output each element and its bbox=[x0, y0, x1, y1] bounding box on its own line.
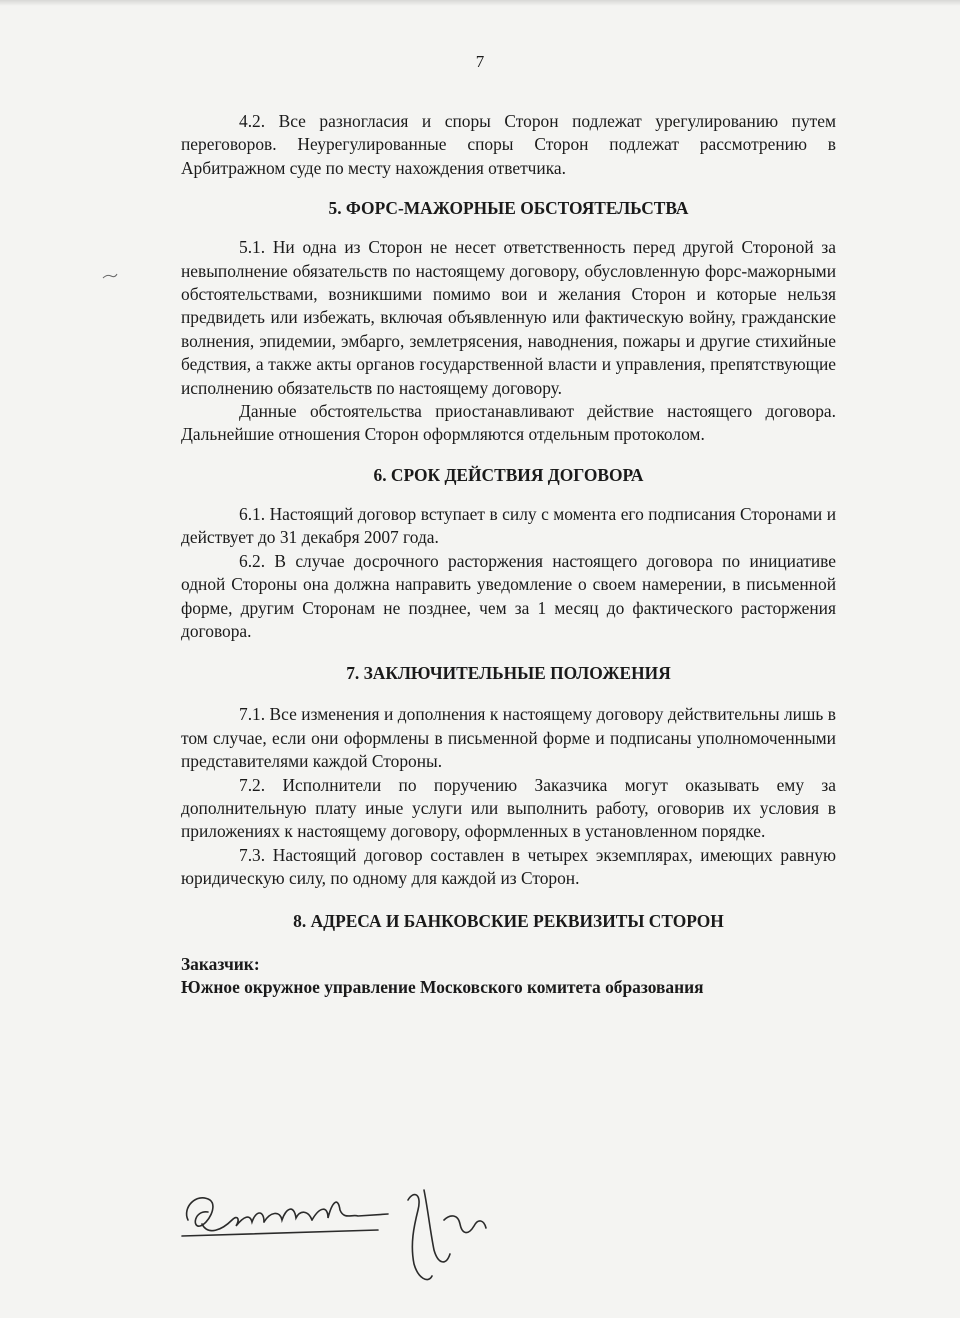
scan-top-edge bbox=[0, 0, 960, 6]
section-6-title: 6. СРОК ДЕЙСТВИЯ ДОГОВОРА bbox=[373, 464, 644, 485]
clause-6-1: 6.1. Настоящий договор вступает в силу с момента его подписания Сторонами и действует до 31 декабря 2007 года. bbox=[181, 503, 836, 548]
clause-5-2: Данные обстоятельства приостанавливают действие настоящего договора. Дальнейшие отношения Сторон оформляются отдельным протоколом. bbox=[181, 401, 836, 445]
clause-7-2: 7.2. Исполнители по поручению Заказчика могут оказывать ему за дополнительную плату иные услуги или выполнить работу, оговорив их условия в приложениях к настоящему договору, оформленных в установленном порядке. bbox=[181, 774, 836, 842]
stray-pen-mark bbox=[102, 272, 118, 280]
handwritten-signatures bbox=[178, 1180, 518, 1290]
clause-7-1: 7.1. Все изменения и дополнения к настоящему договору действительны лишь в том случае, если они оформлены в письменной форме и подписаны уполномоченными представителями каждой Стороны. bbox=[181, 704, 836, 772]
clause-7-3: 7.3. Настоящий договор составлен в четырех экземплярах, имеющих равную юридическую силу, по одному для каждой из Сторон. bbox=[181, 844, 836, 889]
document-body bbox=[181, 110, 836, 999]
clause-6-2: 6.2. В случае досрочного расторжения настоящего договора по инициативе одной Стороны она должна направить уведомление о своем намерении, в письменной форме, другим Сторонам не позднее, чем за 1 месяц до фактического расторжения договора. bbox=[181, 550, 836, 641]
clause-4-2: 4.2. Все разногласия и споры Сторон подлежат урегулированию путем переговоров. Неурегулированные споры Сторон подлежат рассмотрению в Арбитражном суде по месту нахождения ответчика. bbox=[181, 111, 836, 178]
page-number: 7 bbox=[475, 52, 485, 71]
section-7-title: 7. ЗАКЛЮЧИТЕЛЬНЫЕ ПОЛОЖЕНИЯ bbox=[346, 663, 671, 684]
customer-name: Южное окружное управление Московского комитета образования bbox=[181, 976, 704, 997]
section-5-title: 5. ФОРС-МАЖОРНЫЕ ОБСТОЯТЕЛЬСТВА bbox=[328, 198, 689, 219]
clause-5-1: 5.1. Ни одна из Сторон не несет ответственность перед другой Стороной за невыполнение обязательств по настоящему договору, обусловленную форс-мажорными обстоятельствами, возникшими помимо вои и желания Сторон и которые нельзя предвидеть или избежать, включая объявленную или фактическую войну, гражданские волнения, эпидемии, эмбарго, землетрясения, наводнения, пожары и другие стихийные бедствия, а также акты органов государственной власти и управления, препятствующие исполнению обязательств по настоящему договору. bbox=[181, 237, 836, 398]
customer-label: Заказчик: bbox=[181, 953, 260, 974]
section-8-title: 8. АДРЕСА И БАНКОВСКИЕ РЕКВИЗИТЫ СТОРОН bbox=[293, 910, 724, 931]
